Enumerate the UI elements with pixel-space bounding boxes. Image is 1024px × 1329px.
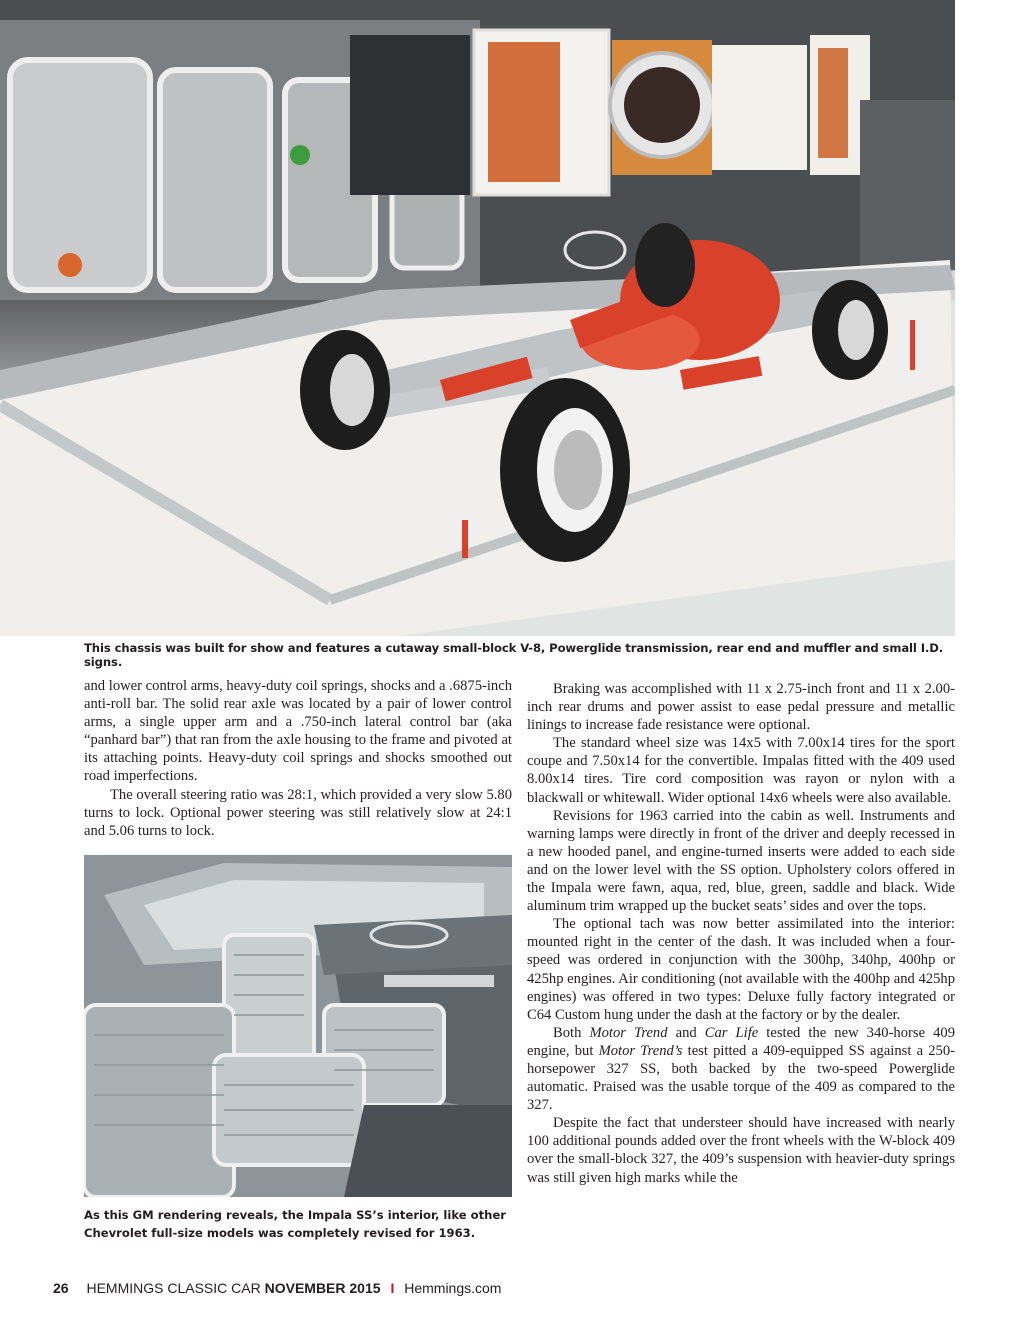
right-paragraph-4: The optional tach was now better assimilated into the interior: mounted right in the center of the dash. It was included when a four-speed was ordered in conjunction with the 300hp, 340hp, 400hp or 425hp engines. Air conditioning (not available with the 400hp and 425hp engines) was offered in two types: Deluxe fully factory integrated or C64 Custom hung under the dash at the factory or by the dealer. (527, 916, 955, 1023)
motor-trend-title: Motor Trend (589, 1024, 668, 1041)
motor-trends-title: Motor Trend’s (598, 1042, 683, 1059)
chassis-display-photo (0, 0, 955, 636)
p5-lead: Both (553, 1024, 590, 1041)
chassis-display-illustration (0, 0, 955, 636)
right-column (527, 680, 955, 1187)
issue-date: NOVEMBER 2015 (264, 1280, 381, 1296)
p5-rest: test pitted a 409-equipped SS against a 250-horsepower 327 SS, both backed by the two-speed Powerglide automatic. Praised was the usable torque of the 409 as compared to the 327. (527, 1042, 956, 1114)
website-link[interactable]: Hemmings.com (404, 1280, 502, 1296)
interior-photo-caption: As this GM rendering reveals, the Impala SS’s interior, like other Chevrolet full-size models was completely revised for 1963. (84, 1208, 507, 1240)
left-paragraph-1: and lower control arms, heavy-duty coil springs, shocks and a .6875-inch anti-roll bar. The solid rear axle was located by a pair of lower control arms, a single upper arm and a .750-inch lateral control bar (aka “panhard bar”) that ran from the axle housing to the frame and pivoted at its attaching points. Heavy-duty coil springs and shocks smoothed out road imperfections. (84, 678, 512, 785)
magazine-name: HEMMINGS CLASSIC CAR (86, 1280, 261, 1296)
right-paragraph-5 (527, 1024, 955, 1114)
left-column (84, 677, 512, 840)
p5-and: and (667, 1024, 705, 1041)
right-paragraph-1: Braking was accomplished with 11 x 2.75-inch front and 11 x 2.00-inch rear drums and power assist to ease pedal pressure and metallic linings to increase fade resistance were optional. (527, 681, 955, 734)
interior-rendering-photo (84, 855, 512, 1197)
car-life-title: Car Life (704, 1024, 759, 1041)
page-number: 26 (53, 1280, 69, 1296)
chassis-photo-caption: This chassis was built for show and features a cutaway small-block V-8, Powerglide transmission, rear end and muffler and small I.D. signs. (84, 641, 944, 669)
right-paragraph-2: The standard wheel size was 14x5 with 7.00x14 tires for the sport coupe and 7.50x14 for the convertible. Impalas fitted with the 409 used 8.00x14 tires. Tire cord composition was rayon or nylon with a blackwall or whitewall. Wider optional 14x6 wheels were also available. (527, 735, 955, 806)
page-footer (53, 1280, 501, 1296)
right-paragraph-6: Despite the fact that understeer should have increased with nearly 100 additional pounds added over the front wheels with the W-block 409 over the small-block 327, the 409’s suspension with heavier-duty springs was still given high marks while the (527, 1115, 955, 1186)
left-paragraph-2: The overall steering ratio was 28:1, which provided a very slow 5.80 turns to lock. Optional power steering was still relatively slow at 24:1 and 5.06 turns to lock. (84, 786, 512, 839)
p5-mid: tested the new 340-horse 409 engine, but (527, 1024, 956, 1059)
right-paragraph-3: Revisions for 1963 carried into the cabin as well. Instruments and warning lamps were directly in front of the driver and deeply recessed in a new hooded panel, and engine-turned inserts were added to each side and on the lower level with the SS option. Upholstery colors offered in the Impala were fawn, aqua, red, blue, green, saddle and black. Wide aluminum trim wrapped up the bucket seats’ sides and over the tops. (527, 807, 955, 915)
interior-rendering-illustration (84, 855, 512, 1197)
footer-separator: I (390, 1280, 395, 1296)
